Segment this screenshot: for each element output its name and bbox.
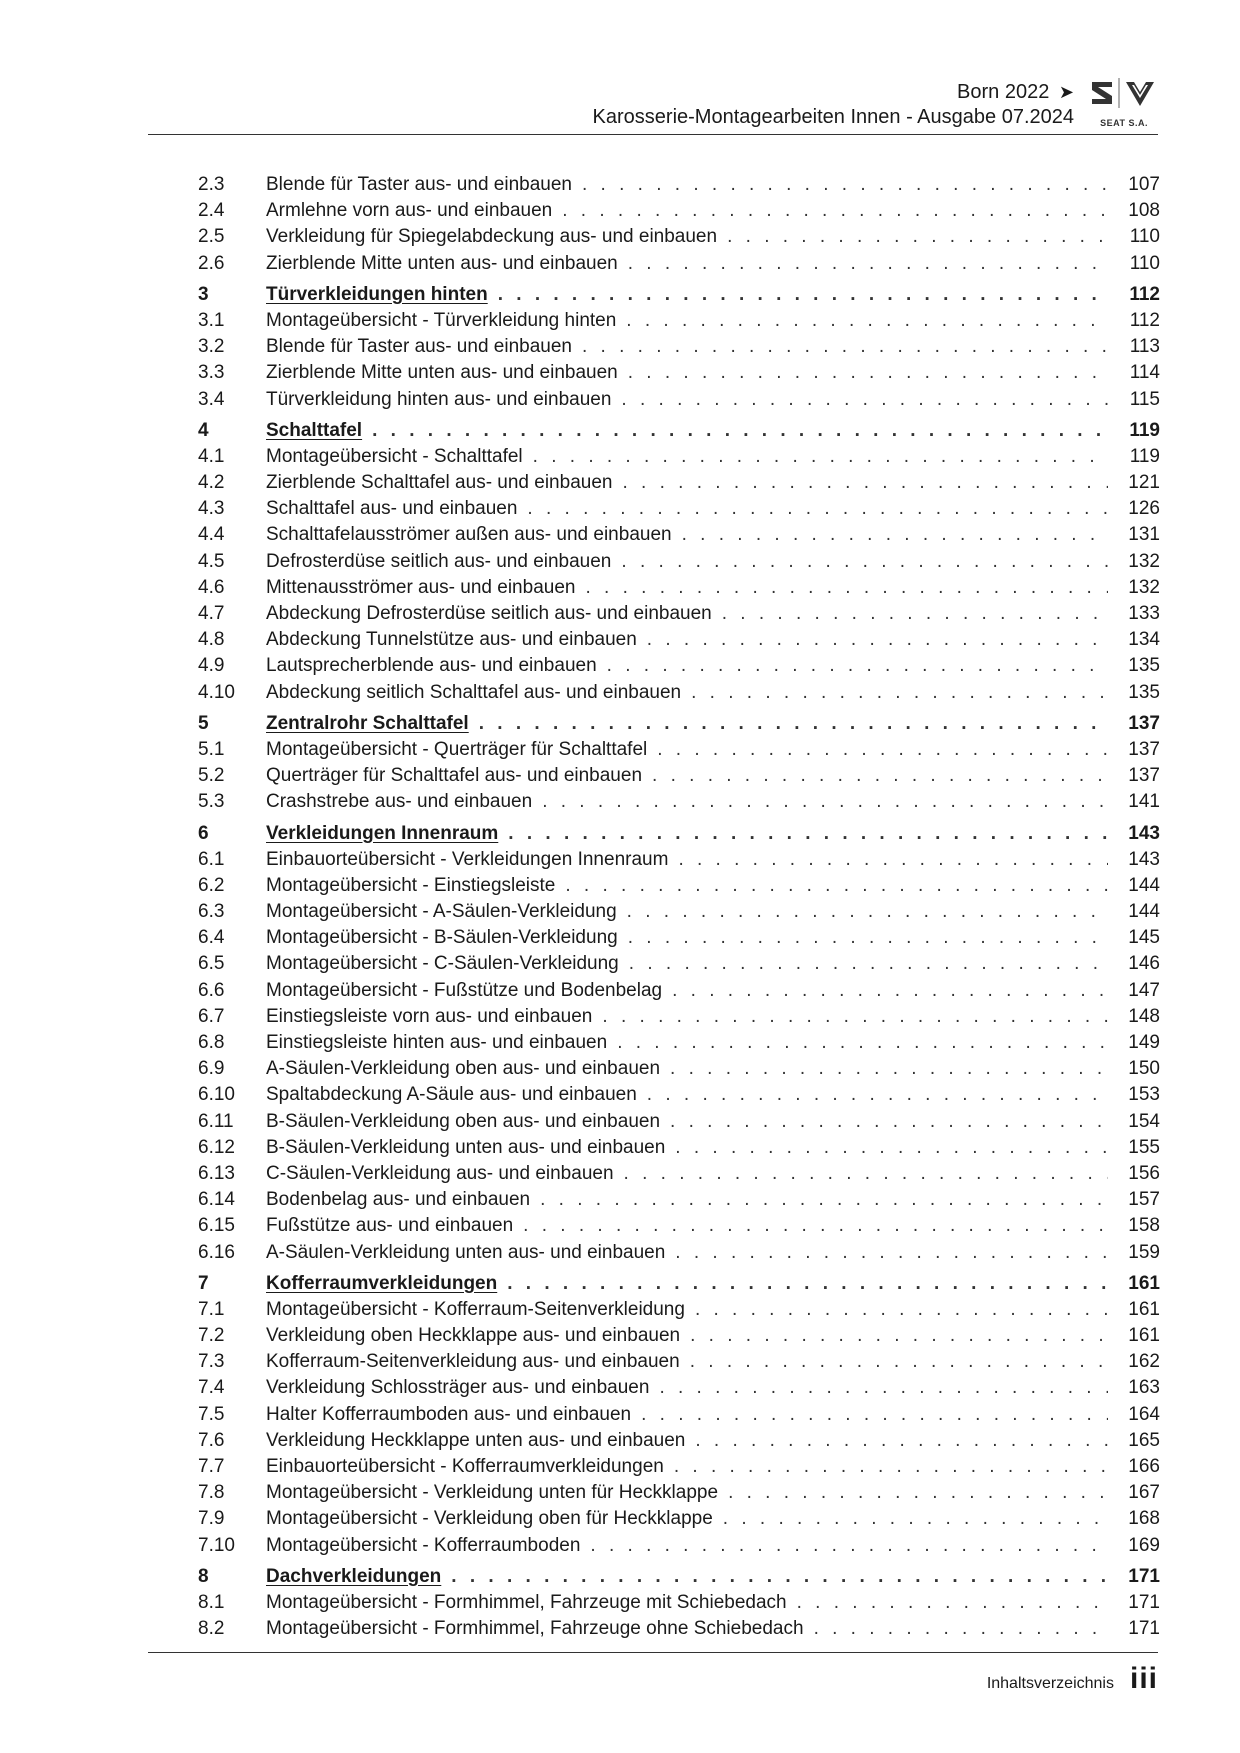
toc-dot-leader: [629, 951, 1108, 977]
toc-entry-page[interactable]: 153: [1128, 1084, 1160, 1106]
toc-dot-leader: [657, 737, 1108, 763]
toc-entry-page[interactable]: 157: [1128, 1189, 1160, 1211]
toc-entry-title[interactable]: Halter Kofferraumboden aus- und einbauen: [266, 1403, 632, 1425]
toc-entry-number: 8: [198, 1565, 209, 1587]
toc-dot-leader: [585, 575, 1108, 601]
toc-entry-page[interactable]: 119: [1129, 419, 1160, 441]
toc-entry-number: 6.16: [198, 1241, 235, 1263]
toc-dot-leader: [659, 1375, 1108, 1401]
toc-entry-page[interactable]: 110: [1129, 252, 1160, 274]
logo-text: SEAT S.A.: [1100, 118, 1148, 128]
toc-entry-number: 2.5: [198, 226, 225, 248]
toc-entry-page[interactable]: 166: [1128, 1456, 1160, 1477]
toc-entry-number: 7.7: [198, 1456, 225, 1477]
toc-entry-row[interactable]: [198, 496, 1160, 522]
toc-entry-title[interactable]: Schalttafelausströmer außen aus- und einbauen: [266, 524, 672, 546]
toc-dot-leader: [628, 925, 1108, 951]
toc-entry-title[interactable]: A-Säulen-Verkleidung unten aus- und einbauen: [266, 1241, 666, 1263]
toc-entry-title[interactable]: Verkleidung Schlossträger aus- und einbauen: [266, 1377, 650, 1399]
toc-entry-title[interactable]: Querträger für Schalttafel aus- und einbauen: [266, 765, 643, 787]
toc-entry-number: 8.2: [198, 1618, 225, 1640]
toc-entry-number: 5: [198, 712, 209, 734]
toc-entry-title[interactable]: Türverkleidung hinten aus- und einbauen: [266, 388, 612, 410]
toc-entry-number: 5.1: [198, 738, 225, 760]
table-of-contents: [198, 172, 1160, 1642]
toc-entry-number: 4.4: [198, 524, 225, 546]
toc-entry-row[interactable]: [198, 1297, 1160, 1323]
toc-entry-title[interactable]: Abdeckung Defrosterdüse seitlich aus- und einbauen: [266, 603, 712, 624]
toc-chapter-row[interactable]: [198, 1271, 1160, 1297]
toc-entry-page[interactable]: 150: [1128, 1058, 1160, 1080]
toc-entry-title[interactable]: Zierblende Mitte unten aus- und einbauen: [266, 252, 618, 274]
toc-entry-page[interactable]: 121: [1128, 472, 1160, 494]
toc-entry-title[interactable]: Crashstrebe aus- und einbauen: [266, 791, 533, 813]
toc-entry-title[interactable]: Lautsprecherblende aus- und einbauen: [266, 655, 597, 677]
toc-entry-title[interactable]: Montageübersicht - Kofferraumboden: [266, 1534, 581, 1556]
toc-entry-page[interactable]: 161: [1128, 1272, 1160, 1294]
toc-entry-number: 3.3: [198, 362, 225, 384]
toc-entry-number: 6.8: [198, 1032, 225, 1053]
toc-entry-number: 4.2: [198, 472, 225, 494]
toc-dot-leader: [533, 444, 1108, 470]
toc-entry-number: 5.3: [198, 791, 225, 813]
toc-entry-page[interactable]: 112: [1129, 283, 1160, 305]
toc-entry-page[interactable]: 171: [1128, 1591, 1160, 1613]
toc-entry-page[interactable]: 147: [1128, 979, 1160, 1001]
toc-entry-number: 6.12: [198, 1136, 235, 1158]
toc-dot-leader: [675, 1135, 1108, 1161]
toc-entry-page[interactable]: 154: [1128, 1110, 1160, 1132]
toc-chapter-row[interactable]: [198, 1564, 1160, 1590]
toc-entry-row[interactable]: [198, 1109, 1160, 1135]
toc-dot-leader: [647, 627, 1108, 653]
toc-entry-page[interactable]: 149: [1128, 1032, 1160, 1053]
toc-entry-row[interactable]: [198, 334, 1160, 360]
toc-entry-page[interactable]: 114: [1129, 362, 1160, 384]
toc-entry-row[interactable]: [198, 1004, 1160, 1030]
toc-entry-number: 2.3: [198, 174, 225, 195]
toc-entry-title[interactable]: Zierblende Schalttafel aus- und einbauen: [266, 472, 613, 494]
toc-entry-number: 6.15: [198, 1215, 235, 1237]
toc-entry-number: 7.9: [198, 1508, 225, 1530]
toc-dot-leader: [672, 978, 1108, 1004]
toc-entry-row[interactable]: [198, 470, 1160, 496]
toc-entry-title[interactable]: Verkleidung Heckklappe unten aus- und einbauen: [266, 1429, 686, 1451]
toc-entry-number: 7: [198, 1272, 209, 1294]
toc-entry-row[interactable]: [198, 224, 1160, 250]
toc-entry-number: 7.1: [198, 1298, 225, 1320]
toc-entry-number: 6.11: [198, 1110, 234, 1132]
toc-dot-leader: [624, 1161, 1108, 1187]
toc-dot-leader: [814, 1616, 1108, 1642]
toc-entry-row[interactable]: [198, 789, 1160, 815]
toc-entry-page[interactable]: 164: [1128, 1403, 1160, 1425]
toc-entry-number: 6.5: [198, 953, 225, 975]
toc-entry-row[interactable]: [198, 172, 1160, 198]
toc-dot-leader: [508, 821, 1108, 847]
toc-entry-number: 4: [198, 419, 209, 441]
toc-entry-page[interactable]: 143: [1128, 822, 1160, 844]
toc-entry-title[interactable]: Verkleidung oben Heckklappe aus- und einbauen: [266, 1325, 681, 1347]
toc-entry-number: 4.5: [198, 550, 225, 572]
toc-entry-page[interactable]: 113: [1129, 336, 1160, 358]
toc-entry-row[interactable]: [198, 1030, 1160, 1056]
toc-entry-page[interactable]: 162: [1128, 1351, 1160, 1373]
toc-entry-number: 6: [198, 822, 209, 844]
toc-dot-leader: [695, 1428, 1108, 1454]
toc-dot-leader: [647, 1082, 1108, 1108]
header-titles: [593, 80, 1074, 130]
toc-dot-leader: [507, 1271, 1108, 1297]
toc-dot-leader: [722, 601, 1108, 627]
toc-entry-title[interactable]: Spaltabdeckung A-Säule aus- und einbauen: [266, 1084, 637, 1106]
toc-entry-page[interactable]: 146: [1128, 953, 1160, 975]
arrow-right-icon: ➤: [1058, 82, 1074, 102]
toc-entry-title[interactable]: Abdeckung seitlich Schalttafel aus- und einbauen: [266, 681, 682, 703]
toc-entry-number: 4.3: [198, 498, 225, 520]
toc-entry-number: 6.14: [198, 1189, 235, 1211]
toc-entry-page[interactable]: 159: [1128, 1241, 1160, 1263]
toc-dot-leader: [670, 1056, 1108, 1082]
toc-entry-title[interactable]: Zierblende Mitte unten aus- und einbauen: [266, 362, 618, 384]
toc-dot-leader: [622, 470, 1108, 496]
toc-entry-title[interactable]: Verkleidungen Innenraum: [266, 822, 499, 844]
toc-chapter-row[interactable]: [198, 821, 1160, 847]
toc-entry-number: 6.10: [198, 1084, 235, 1106]
toc-entry-row[interactable]: [198, 387, 1160, 413]
toc-entry-number: 6.2: [198, 874, 225, 896]
toc-entry-row[interactable]: [198, 1590, 1160, 1616]
toc-entry-title[interactable]: Schalttafel aus- und einbauen: [266, 498, 518, 520]
toc-entry-title[interactable]: Montageübersicht - Türverkleidung hinten: [266, 309, 617, 331]
toc-entry-title[interactable]: Verkleidung für Spiegelabdeckung aus- und einbauen: [266, 226, 718, 248]
toc-dot-leader: [372, 418, 1108, 444]
toc-entry-number: 4.10: [198, 681, 235, 703]
toc-dot-leader: [602, 1004, 1108, 1030]
toc-entry-number: 6.1: [198, 848, 225, 870]
toc-entry-number: 7.8: [198, 1482, 225, 1504]
toc-entry-page[interactable]: 156: [1128, 1162, 1160, 1184]
toc-entry-title[interactable]: Montageübersicht - Einstiegsleiste: [266, 874, 556, 896]
toc-entry-number: 4.9: [198, 655, 225, 677]
toc-entry-number: 7.2: [198, 1325, 225, 1347]
toc-dot-leader: [451, 1564, 1108, 1590]
toc-entry-page[interactable]: 119: [1129, 445, 1160, 467]
toc-entry-page[interactable]: 171: [1128, 1618, 1160, 1640]
toc-dot-leader: [479, 711, 1108, 737]
toc-dot-leader: [728, 1480, 1108, 1506]
toc-entry-row[interactable]: [198, 1616, 1160, 1642]
toc-entry-title[interactable]: Montageübersicht - Fußstütze und Bodenbelag: [266, 979, 663, 1001]
page-header: [148, 70, 1158, 134]
toc-dot-leader: [527, 496, 1108, 522]
toc-entry-number: 6.3: [198, 901, 225, 923]
toc-entry-title[interactable]: Montageübersicht - C-Säulen-Verkleidung: [266, 953, 619, 975]
toc-chapter-row[interactable]: [198, 282, 1160, 308]
toc-entry-title[interactable]: Mittenausströmer aus- und einbauen: [266, 576, 576, 598]
toc-entry-page[interactable]: 110: [1129, 226, 1160, 248]
toc-dot-leader: [690, 1323, 1108, 1349]
toc-entry-page[interactable]: 107: [1128, 174, 1160, 195]
toc-entry-row[interactable]: [198, 1056, 1160, 1082]
toc-entry-title[interactable]: C-Säulen-Verkleidung aus- und einbauen: [266, 1162, 614, 1184]
toc-entry-title[interactable]: Kofferraum-Seitenverkleidung aus- und einbauen: [266, 1351, 680, 1373]
toc-entry-title[interactable]: Montageübersicht - Kofferraum-Seitenverkleidung: [266, 1298, 685, 1320]
toc-entry-row[interactable]: [198, 251, 1160, 277]
toc-entry-page[interactable]: 132: [1128, 550, 1160, 572]
toc-entry-row[interactable]: [198, 522, 1160, 548]
toc-entry-number: 6.13: [198, 1162, 235, 1184]
toc-entry-number: 3.1: [198, 309, 225, 331]
toc-entry-title[interactable]: Zentralrohr Schalttafel: [266, 712, 469, 734]
toc-entry-title[interactable]: Dachverkleidungen: [266, 1565, 442, 1587]
toc-dot-leader: [727, 224, 1108, 250]
manual-subtitle: Karosserie-Montagearbeiten Innen - Ausgabe 07.2024: [592, 106, 1074, 128]
toc-entry-row[interactable]: [198, 1240, 1160, 1266]
toc-entry-page[interactable]: 161: [1128, 1298, 1160, 1320]
toc-entry-page[interactable]: 155: [1128, 1136, 1160, 1158]
toc-entry-page[interactable]: 126: [1128, 498, 1160, 520]
toc-chapter-row[interactable]: [198, 711, 1160, 737]
page-footer: [987, 1662, 1158, 1696]
toc-entry-row[interactable]: [198, 1349, 1160, 1375]
toc-dot-leader: [626, 308, 1108, 334]
toc-entry-page[interactable]: 108: [1128, 200, 1160, 222]
toc-entry-title[interactable]: Montageübersicht - Formhimmel, Fahrzeuge mit Schiebedach: [266, 1591, 787, 1613]
toc-entry-number: 2.4: [198, 200, 225, 222]
toc-entry-number: 7.6: [198, 1429, 225, 1451]
toc-entry-title[interactable]: B-Säulen-Verkleidung oben aus- und einbauen: [266, 1110, 661, 1132]
toc-entry-row[interactable]: [198, 198, 1160, 224]
toc-entry-title[interactable]: Montageübersicht - Formhimmel, Fahrzeuge ohne Schiebedach: [266, 1618, 804, 1640]
toc-entry-page[interactable]: 168: [1128, 1508, 1160, 1530]
toc-entry-row[interactable]: [198, 873, 1160, 899]
toc-entry-page[interactable]: 169: [1128, 1534, 1160, 1556]
toc-dot-leader: [582, 172, 1108, 198]
toc-dot-leader: [691, 680, 1108, 706]
toc-entry-number: 6.7: [198, 1005, 225, 1027]
toc-entry-row[interactable]: [198, 1480, 1160, 1506]
seat-logo: [1088, 76, 1158, 132]
toc-dot-leader: [628, 360, 1108, 386]
toc-dot-leader: [562, 198, 1108, 224]
toc-entry-page[interactable]: 112: [1129, 309, 1160, 331]
toc-entry-page[interactable]: 143: [1128, 848, 1160, 870]
toc-dot-leader: [670, 1109, 1108, 1135]
toc-entry-title[interactable]: Montageübersicht - B-Säulen-Verkleidung: [266, 927, 618, 949]
toc-entry-page[interactable]: 145: [1128, 927, 1160, 949]
toc-entry-page[interactable]: 135: [1128, 681, 1160, 703]
header-model-line: [593, 80, 1074, 104]
toc-dot-leader: [523, 1213, 1108, 1239]
toc-entry-row[interactable]: [198, 925, 1160, 951]
toc-dot-leader: [682, 522, 1108, 548]
toc-entry-number: 4.1: [198, 445, 225, 467]
toc-entry-row[interactable]: [198, 737, 1160, 763]
toc-entry-title[interactable]: Montageübersicht - Querträger für Schalttafel: [266, 738, 648, 760]
toc-dot-leader: [627, 899, 1108, 925]
toc-entry-number: 3: [198, 283, 209, 305]
toc-dot-leader: [621, 387, 1108, 413]
toc-entry-page[interactable]: 141: [1128, 791, 1160, 813]
toc-entry-title[interactable]: Defrosterdüse seitlich aus- und einbauen: [266, 550, 612, 572]
toc-entry-row[interactable]: [198, 1213, 1160, 1239]
toc-entry-row[interactable]: [198, 1323, 1160, 1349]
toc-dot-leader: [582, 334, 1108, 360]
toc-entry-title[interactable]: Schalttafel: [266, 419, 363, 441]
toc-entry-page[interactable]: 134: [1128, 629, 1160, 651]
toc-entry-page[interactable]: 161: [1128, 1325, 1160, 1347]
toc-entry-number: 6.6: [198, 979, 225, 1001]
toc-entry-title[interactable]: Kofferraumverkleidungen: [266, 1272, 498, 1294]
toc-entry-row[interactable]: [198, 1187, 1160, 1213]
toc-entry-title[interactable]: Montageübersicht - A-Säulen-Verkleidung: [266, 901, 617, 923]
toc-entry-title[interactable]: Einbauorteübersicht - Kofferraumverkleidungen: [266, 1456, 664, 1477]
toc-entry-title[interactable]: Blende für Taster aus- und einbauen: [266, 174, 572, 195]
footer-section-label: Inhaltsverzeichnis: [986, 1675, 1114, 1692]
toc-entry-page[interactable]: 132: [1128, 576, 1160, 598]
toc-entry-row[interactable]: [198, 444, 1160, 470]
toc-entry-page[interactable]: 137: [1128, 738, 1160, 760]
toc-entry-row[interactable]: [198, 899, 1160, 925]
toc-dot-leader: [675, 1240, 1108, 1266]
toc-entry-row[interactable]: [198, 1402, 1160, 1428]
toc-entry-row[interactable]: [198, 1454, 1160, 1480]
toc-entry-page[interactable]: 133: [1128, 603, 1160, 624]
toc-entry-row[interactable]: [198, 1533, 1160, 1559]
toc-entry-row[interactable]: [198, 847, 1160, 873]
toc-entry-number: 7.3: [198, 1351, 225, 1373]
toc-entry-row[interactable]: [198, 627, 1160, 653]
toc-dot-leader: [652, 763, 1108, 789]
toc-entry-page[interactable]: 144: [1128, 874, 1160, 896]
toc-dot-leader: [723, 1506, 1108, 1532]
toc-entry-number: 5.2: [198, 765, 225, 787]
toc-entry-number: 4.8: [198, 629, 225, 651]
toc-entry-number: 7.5: [198, 1403, 225, 1425]
toc-entry-number: 4.7: [198, 603, 225, 624]
toc-entry-row[interactable]: [198, 308, 1160, 334]
toc-entry-row[interactable]: [198, 601, 1160, 627]
toc-entry-row[interactable]: [198, 1135, 1160, 1161]
toc-dot-leader: [678, 847, 1108, 873]
toc-entry-page[interactable]: 165: [1128, 1429, 1160, 1451]
toc-entry-row[interactable]: [198, 978, 1160, 1004]
toc-dot-leader: [628, 251, 1108, 277]
toc-entry-title[interactable]: Montageübersicht - Verkleidung oben für Heckklappe: [266, 1508, 713, 1530]
toc-entry-row[interactable]: [198, 360, 1160, 386]
toc-entry-page[interactable]: 115: [1129, 388, 1160, 410]
toc-dot-leader: [498, 282, 1108, 308]
toc-dot-leader: [590, 1533, 1108, 1559]
toc-entry-page[interactable]: 163: [1128, 1377, 1160, 1399]
toc-entry-title[interactable]: Blende für Taster aus- und einbauen: [266, 336, 572, 358]
toc-entry-title[interactable]: Armlehne vorn aus- und einbauen: [266, 200, 553, 222]
toc-dot-leader: [540, 1187, 1108, 1213]
toc-entry-title[interactable]: A-Säulen-Verkleidung oben aus- und einbauen: [266, 1058, 661, 1080]
toc-dot-leader: [565, 873, 1108, 899]
toc-entry-title[interactable]: Abdeckung Tunnelstütze aus- und einbauen: [266, 629, 637, 651]
toc-entry-number: 4.6: [198, 576, 225, 598]
header-divider: [148, 134, 1158, 135]
toc-entry-row[interactable]: [198, 951, 1160, 977]
toc-entry-number: 2.6: [198, 252, 225, 274]
toc-entry-row[interactable]: [198, 1375, 1160, 1401]
toc-entry-row[interactable]: [198, 1082, 1160, 1108]
toc-dot-leader: [674, 1454, 1108, 1480]
toc-entry-title[interactable]: Montageübersicht - Verkleidung unten für Heckklappe: [266, 1482, 719, 1504]
toc-entry-page[interactable]: 158: [1128, 1215, 1160, 1237]
toc-entry-number: 6.9: [198, 1058, 225, 1080]
model-name: Born 2022: [957, 81, 1050, 103]
toc-dot-leader: [617, 1030, 1108, 1056]
toc-entry-title[interactable]: Einstiegsleiste vorn aus- und einbauen: [266, 1005, 593, 1027]
toc-entry-page[interactable]: 137: [1128, 712, 1160, 734]
toc-entry-row[interactable]: [198, 763, 1160, 789]
toc-entry-number: 3.2: [198, 336, 225, 358]
toc-entry-row[interactable]: [198, 549, 1160, 575]
toc-entry-page[interactable]: 137: [1128, 765, 1160, 787]
toc-dot-leader: [797, 1590, 1108, 1616]
toc-entry-page[interactable]: 171: [1128, 1565, 1160, 1587]
toc-entry-row[interactable]: [198, 1428, 1160, 1454]
toc-dot-leader: [690, 1349, 1108, 1375]
toc-entry-number: 3.4: [198, 388, 225, 410]
toc-entry-row[interactable]: [198, 575, 1160, 601]
toc-dot-leader: [542, 789, 1108, 815]
toc-entry-row[interactable]: [198, 653, 1160, 679]
toc-entry-title[interactable]: Einstiegsleiste hinten aus- und einbauen: [266, 1032, 608, 1053]
toc-entry-number: 7.4: [198, 1377, 225, 1399]
toc-entry-title[interactable]: Bodenbelag aus- und einbauen: [266, 1189, 531, 1211]
toc-entry-page[interactable]: 167: [1128, 1482, 1160, 1504]
toc-entry-row[interactable]: [198, 680, 1160, 706]
toc-dot-leader: [695, 1297, 1108, 1323]
toc-entry-title[interactable]: Montageübersicht - Schalttafel: [266, 445, 523, 467]
toc-entry-number: 8.1: [198, 1591, 225, 1613]
toc-dot-leader: [621, 549, 1108, 575]
footer-divider: [148, 1652, 1158, 1653]
toc-dot-leader: [607, 653, 1108, 679]
footer-page-number: iii: [1129, 1662, 1158, 1695]
toc-dot-leader: [641, 1402, 1108, 1428]
toc-entry-page[interactable]: 144: [1128, 901, 1160, 923]
toc-entry-title[interactable]: Fußstütze aus- und einbauen: [266, 1215, 514, 1237]
toc-entry-row[interactable]: [198, 1506, 1160, 1532]
toc-entry-title[interactable]: Einbauorteübersicht - Verkleidungen Innenraum: [266, 848, 669, 870]
toc-entry-number: 6.4: [198, 927, 225, 949]
toc-entry-page[interactable]: 148: [1128, 1005, 1160, 1027]
toc-entry-page[interactable]: 131: [1128, 524, 1160, 546]
toc-entry-number: 7.10: [198, 1534, 235, 1556]
toc-entry-title[interactable]: B-Säulen-Verkleidung unten aus- und einbauen: [266, 1136, 666, 1158]
toc-entry-title[interactable]: Türverkleidungen hinten: [266, 283, 488, 305]
toc-chapter-row[interactable]: [198, 418, 1160, 444]
toc-entry-page[interactable]: 135: [1128, 655, 1160, 677]
toc-entry-row[interactable]: [198, 1161, 1160, 1187]
seat-cupra-logo-icon: [1088, 76, 1158, 116]
